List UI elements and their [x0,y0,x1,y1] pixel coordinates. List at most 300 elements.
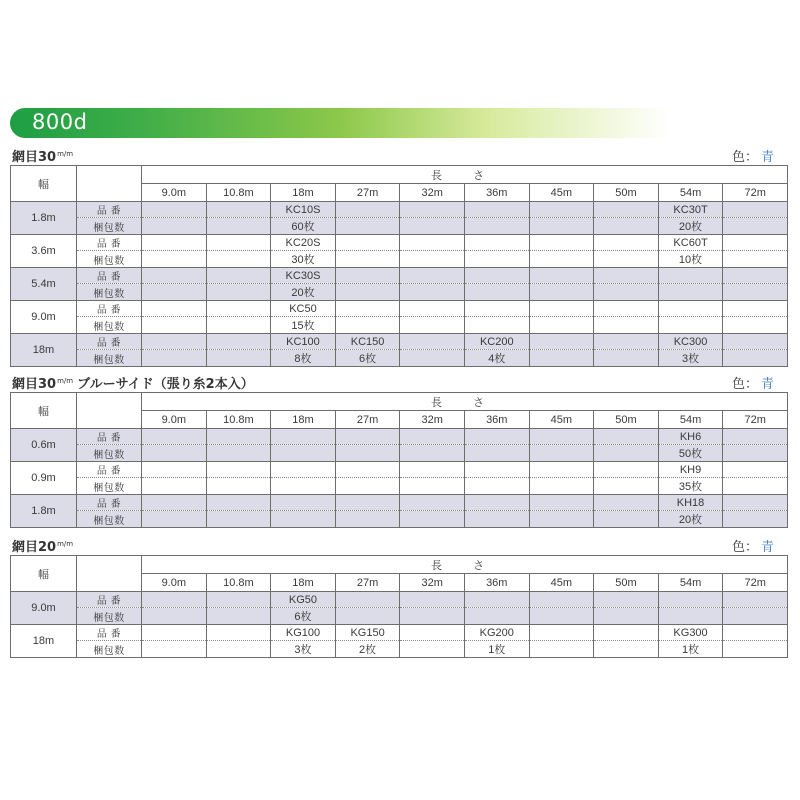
product-label: 品 番 [77,235,142,251]
product-code-cell [594,495,659,511]
length-cell: 50m [594,411,659,429]
length-cell: 72m [723,184,788,202]
pack-count-cell [723,350,788,367]
pack-count-cell [400,478,465,495]
product-row [11,429,788,445]
pack-count-cell [400,317,465,334]
mesh-unit: m/m [57,150,74,158]
banner-title: 800d [32,110,88,134]
product-code-cell [723,268,788,284]
pack-count-cell [142,350,207,367]
section-title-text: 網目20 [12,540,57,555]
pack-count-cell [400,608,465,625]
product-code-cell: KC30S [271,268,336,284]
pack-row [11,317,788,334]
width-header: 幅 [11,166,77,202]
width-header: 幅 [11,556,77,592]
pack-count-cell [400,445,465,462]
pack-count-cell [529,317,594,334]
length-cell: 45m [529,411,594,429]
product-code-cell [594,202,659,218]
product-code-cell: KC50 [271,301,336,317]
product-code-cell [594,429,659,445]
pack-count-cell [335,251,400,268]
pack-count-cell [464,478,529,495]
product-code-cell [142,429,207,445]
length-header: 長 さ [142,556,788,574]
length-cell: 9.0m [142,574,207,592]
product-code-cell [529,334,594,350]
product-code-cell: KC300 [658,334,723,350]
length-cell: 18m [271,184,336,202]
length-cell: 54m [658,184,723,202]
pack-count-cell: 10枚 [658,251,723,268]
product-code-cell [400,429,465,445]
product-code-cell [206,625,271,641]
pack-count-cell: 50枚 [658,445,723,462]
width-cell: 0.6m [11,429,77,462]
product-row [11,334,788,350]
pack-count-cell: 3枚 [658,350,723,367]
pack-count-cell [658,317,723,334]
pack-count-cell [206,478,271,495]
pack-count-cell [142,608,207,625]
pack-label: 梱包数 [77,478,142,495]
product-code-cell: KC200 [464,334,529,350]
product-row [11,592,788,608]
product-code-cell [723,301,788,317]
product-code-cell [464,495,529,511]
width-cell: 3.6m [11,235,77,268]
pack-count-cell [594,641,659,658]
length-cell: 27m [335,411,400,429]
product-code-cell [335,495,400,511]
pack-row [11,350,788,367]
pack-count-cell [723,478,788,495]
pack-count-cell: 20枚 [658,511,723,528]
product-code-cell: KG100 [271,625,336,641]
color-label: 色： [732,377,759,392]
pack-count-cell [529,251,594,268]
width-cell: 0.9m [11,462,77,495]
width-cell: 9.0m [11,592,77,625]
table-header-row [11,556,788,574]
product-code-cell: KC30T [658,202,723,218]
section-title-mesh30 [12,146,73,165]
pack-label: 梱包数 [77,350,142,367]
header-corner [77,393,142,429]
product-code-cell [529,235,594,251]
product-code-cell [400,495,465,511]
product-code-cell [335,592,400,608]
length-cell: 32m [400,574,465,592]
product-code-cell [400,301,465,317]
product-code-cell [271,495,336,511]
pack-count-cell: 60枚 [271,218,336,235]
product-code-cell [464,592,529,608]
product-code-cell [594,462,659,478]
product-label: 品 番 [77,334,142,350]
color-note [732,373,774,392]
pack-count-cell [723,218,788,235]
product-code-cell [142,495,207,511]
pack-count-cell [594,251,659,268]
product-code-cell [400,592,465,608]
pack-count-cell [723,317,788,334]
pack-count-cell [142,511,207,528]
product-code-cell: KC10S [271,202,336,218]
product-label: 品 番 [77,301,142,317]
product-code-cell: KG200 [464,625,529,641]
product-code-cell: KG50 [271,592,336,608]
section-banner [10,108,670,138]
product-code-cell [594,268,659,284]
product-code-cell [464,462,529,478]
product-code-cell [658,268,723,284]
pack-count-cell [400,284,465,301]
product-code-cell [464,202,529,218]
pack-count-cell: 1枚 [658,641,723,658]
product-code-cell [142,334,207,350]
length-cell: 50m [594,184,659,202]
pack-count-cell [335,511,400,528]
product-code-cell [142,301,207,317]
pack-label: 梱包数 [77,218,142,235]
product-code-cell [529,429,594,445]
pack-label: 梱包数 [77,511,142,528]
product-code-cell [529,495,594,511]
product-code-cell: KC100 [271,334,336,350]
product-code-cell [142,462,207,478]
product-code-cell: KH6 [658,429,723,445]
pack-count-cell [142,445,207,462]
product-code-cell [529,462,594,478]
section-title-mesh20 [12,536,73,555]
product-code-cell [142,235,207,251]
pack-count-cell [594,350,659,367]
pack-count-cell [335,608,400,625]
pack-count-cell: 20枚 [271,284,336,301]
length-cell: 27m [335,574,400,592]
width-cell: 18m [11,334,77,367]
pack-count-cell [594,478,659,495]
color-note [732,146,774,165]
product-row [11,301,788,317]
product-code-cell: KG300 [658,625,723,641]
pack-count-cell: 6枚 [335,350,400,367]
length-cell: 32m [400,184,465,202]
pack-count-cell [142,218,207,235]
pack-count-cell [529,608,594,625]
color-value: 青 [761,150,775,165]
product-code-cell [529,301,594,317]
pack-count-cell [206,218,271,235]
mesh-unit: m/m [57,377,74,385]
product-code-cell [723,235,788,251]
pack-count-cell [142,317,207,334]
pack-count-cell: 20枚 [658,218,723,235]
product-code-cell [529,625,594,641]
product-code-cell [142,268,207,284]
pack-count-cell [271,445,336,462]
pack-label: 梱包数 [77,251,142,268]
length-cell: 72m [723,574,788,592]
length-cell: 27m [335,184,400,202]
color-value: 青 [761,540,775,555]
pack-count-cell [529,350,594,367]
pack-count-cell [464,608,529,625]
length-cell: 10.8m [206,411,271,429]
width-cell: 1.8m [11,495,77,528]
pack-count-cell [464,251,529,268]
product-row [11,462,788,478]
pack-count-cell [658,608,723,625]
section-subtitle: ブルーサイド（張り糸2本入） [77,377,254,392]
pack-count-cell [723,251,788,268]
product-code-cell [206,268,271,284]
pack-count-cell [206,317,271,334]
pack-count-cell [529,641,594,658]
product-code-cell [206,202,271,218]
pack-count-cell: 1枚 [464,641,529,658]
pack-count-cell [206,251,271,268]
length-cell: 9.0m [142,411,207,429]
pack-count-cell [206,350,271,367]
pack-count-cell [335,478,400,495]
product-code-cell [529,592,594,608]
pack-count-cell [271,511,336,528]
pack-count-cell [400,218,465,235]
pack-count-cell [594,317,659,334]
length-cell: 10.8m [206,574,271,592]
pack-count-cell: 8枚 [271,350,336,367]
product-code-cell [400,202,465,218]
pack-count-cell [723,608,788,625]
section-title-mesh30-blueside [12,373,254,392]
product-code-cell [594,625,659,641]
pack-count-cell [723,284,788,301]
pack-count-cell [723,511,788,528]
length-cell: 9.0m [142,184,207,202]
length-cell: 18m [271,411,336,429]
pack-count-cell [529,284,594,301]
width-cell: 5.4m [11,268,77,301]
product-label: 品 番 [77,462,142,478]
pack-label: 梱包数 [77,317,142,334]
product-code-cell [400,268,465,284]
product-label: 品 番 [77,625,142,641]
pack-count-cell [723,641,788,658]
product-code-cell [464,235,529,251]
spec-table [10,555,788,658]
product-code-cell [206,235,271,251]
color-label: 色： [732,540,759,555]
width-cell: 9.0m [11,301,77,334]
product-row [11,202,788,218]
pack-count-cell [464,511,529,528]
length-cell: 36m [464,574,529,592]
width-cell: 18m [11,625,77,658]
pack-label: 梱包数 [77,608,142,625]
pack-count-cell: 35枚 [658,478,723,495]
product-code-cell: KH9 [658,462,723,478]
spec-table [10,165,788,367]
product-code-cell [206,301,271,317]
product-code-cell [400,235,465,251]
product-code-cell [335,301,400,317]
pack-count-cell [335,445,400,462]
pack-count-cell [142,284,207,301]
product-code-cell [464,301,529,317]
pack-row [11,218,788,235]
length-cell: 36m [464,184,529,202]
product-code-cell [723,495,788,511]
pack-count-cell [206,608,271,625]
product-code-cell [658,592,723,608]
pack-count-cell [142,251,207,268]
table-header-row [11,393,788,411]
product-code-cell [271,429,336,445]
product-label: 品 番 [77,268,142,284]
pack-label: 梱包数 [77,641,142,658]
pack-row [11,251,788,268]
pack-count-cell [206,641,271,658]
product-code-cell [206,334,271,350]
pack-row [11,511,788,528]
product-code-cell [206,495,271,511]
pack-count-cell [400,641,465,658]
pack-row [11,641,788,658]
pack-count-cell: 4枚 [464,350,529,367]
product-code-cell [594,301,659,317]
product-code-cell: KC20S [271,235,336,251]
pack-count-cell [594,511,659,528]
product-label: 品 番 [77,495,142,511]
pack-count-cell [723,445,788,462]
product-code-cell [464,429,529,445]
product-code-cell [142,592,207,608]
product-code-cell: KC60T [658,235,723,251]
pack-count-cell [400,350,465,367]
pack-count-cell [206,511,271,528]
mesh-unit: m/m [57,540,74,548]
product-code-cell [142,202,207,218]
product-row [11,495,788,511]
pack-count-cell [335,284,400,301]
pack-count-cell: 15枚 [271,317,336,334]
product-code-cell: KC150 [335,334,400,350]
pack-count-cell [335,317,400,334]
product-code-cell [335,268,400,284]
pack-row [11,284,788,301]
pack-count-cell [658,284,723,301]
length-cell: 18m [271,574,336,592]
pack-count-cell [594,284,659,301]
product-code-cell [594,235,659,251]
spec-table [10,392,788,528]
length-cell: 10.8m [206,184,271,202]
product-code-cell [400,334,465,350]
width-header: 幅 [11,393,77,429]
product-code-cell [206,462,271,478]
pack-count-cell [594,445,659,462]
product-code-cell [335,429,400,445]
pack-count-cell [142,641,207,658]
product-code-cell [400,462,465,478]
product-code-cell [723,462,788,478]
pack-count-cell [529,445,594,462]
product-code-cell [335,202,400,218]
pack-count-cell [335,218,400,235]
product-row [11,235,788,251]
product-code-cell [271,462,336,478]
product-code-cell [335,235,400,251]
product-code-cell [658,301,723,317]
length-cell: 45m [529,574,594,592]
pack-count-cell [271,478,336,495]
product-code-cell [529,202,594,218]
pack-row [11,478,788,495]
length-cell: 45m [529,184,594,202]
pack-label: 梱包数 [77,284,142,301]
header-corner [77,556,142,592]
product-label: 品 番 [77,202,142,218]
length-cell: 72m [723,411,788,429]
pack-count-cell [464,445,529,462]
product-code-cell: KG150 [335,625,400,641]
pack-count-cell [400,251,465,268]
product-label: 品 番 [77,429,142,445]
product-code-cell [723,429,788,445]
length-cell: 50m [594,574,659,592]
product-code-cell [206,592,271,608]
product-code-cell [723,592,788,608]
product-code-cell: KH18 [658,495,723,511]
product-label: 品 番 [77,592,142,608]
pack-count-cell [142,478,207,495]
pack-count-cell: 3枚 [271,641,336,658]
section-title-text: 網目30 [12,377,57,392]
product-code-cell [206,429,271,445]
pack-count-cell [206,445,271,462]
product-code-cell [723,334,788,350]
product-row [11,268,788,284]
pack-count-cell [529,218,594,235]
pack-count-cell [464,317,529,334]
product-code-cell [723,202,788,218]
product-code-cell [594,592,659,608]
length-cell: 54m [658,574,723,592]
pack-count-cell: 30枚 [271,251,336,268]
length-cell: 36m [464,411,529,429]
product-code-cell [529,268,594,284]
pack-count-cell [400,511,465,528]
length-cell: 32m [400,411,465,429]
product-code-cell [335,462,400,478]
width-cell: 1.8m [11,202,77,235]
pack-row [11,445,788,462]
pack-count-cell: 2枚 [335,641,400,658]
header-corner [77,166,142,202]
table-header-row [11,166,788,184]
product-row [11,625,788,641]
length-header: 長 さ [142,393,788,411]
length-header: 長 さ [142,166,788,184]
pack-count-cell: 6枚 [271,608,336,625]
pack-count-cell [594,608,659,625]
pack-count-cell [206,284,271,301]
color-note [732,536,774,555]
